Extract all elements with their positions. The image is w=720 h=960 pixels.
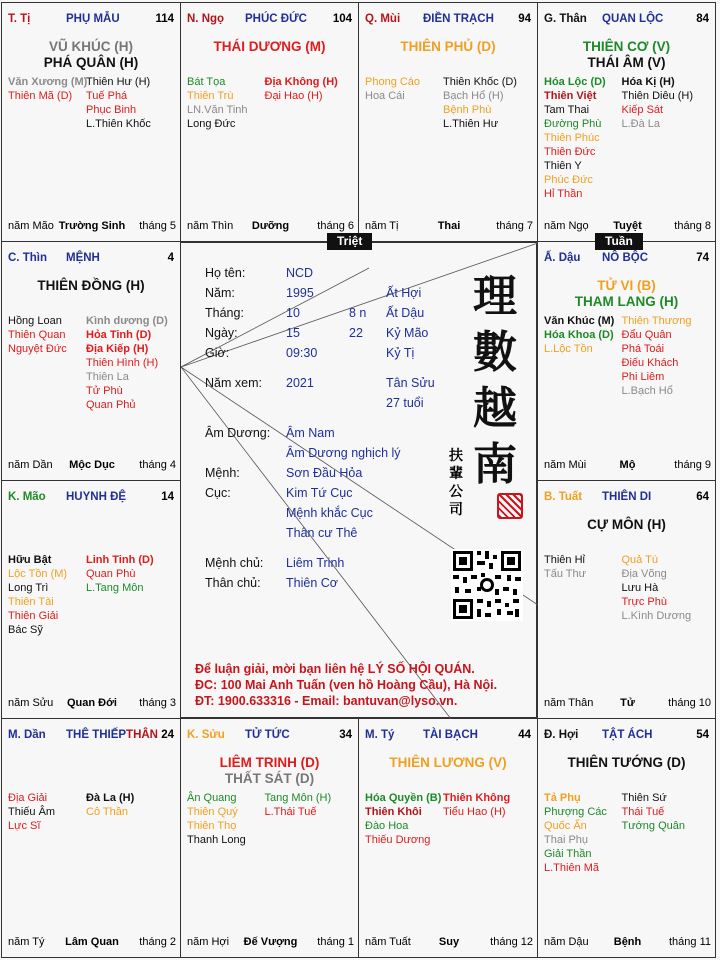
footer-stage: Tử — [620, 697, 635, 709]
minor-star: Hóa Kị (H) — [621, 76, 675, 88]
palace-header — [8, 729, 174, 743]
palace-number: 54 — [696, 729, 709, 741]
gio-value: 09:30 — [286, 346, 318, 360]
nam-can-chi: Ất Hợi — [386, 286, 422, 300]
palace-name: THÊ THIẾP — [66, 729, 127, 741]
footer-month: tháng 10 — [668, 697, 711, 709]
minor-star: Cô Thần — [86, 806, 128, 818]
menh-label: Mệnh: — [205, 466, 240, 480]
minor-star: Thiên Hư (H) — [86, 76, 151, 88]
minor-star: Thiếu Dương — [365, 834, 431, 846]
palace-branch: M. Tý — [365, 729, 395, 741]
palace-name: PHÚC ĐỨC — [245, 13, 307, 25]
major-star: THAM LANG (H) — [574, 294, 679, 309]
minor-star: Bát Tọa — [187, 76, 226, 88]
contact-line-3: ĐT: 1900.633316 - Email: bantuvan@lyso.vn. — [195, 694, 458, 708]
left-star-column — [365, 791, 441, 847]
menh-value: Sơn Đầu Hỏa — [286, 466, 363, 480]
minor-star: Thiên Quý — [187, 806, 238, 818]
palace-number: 34 — [339, 729, 352, 741]
footer-year: năm Thìn — [187, 220, 234, 232]
thang-extra: 8 n — [349, 306, 367, 320]
major-star: THÁI DƯƠNG (M) — [213, 39, 326, 54]
palace-footer — [365, 220, 533, 234]
minor-star: Hỏa Tinh (D) — [86, 329, 152, 341]
footer-stage: Mộ — [619, 459, 636, 471]
palace-name: NÔ BỘC — [602, 252, 648, 264]
minor-star: L.Thiên Khốc — [86, 118, 151, 130]
minor-star: Thai Phụ — [544, 834, 589, 846]
footer-year: năm Tý — [8, 936, 45, 948]
palace-number: 4 — [167, 252, 174, 264]
palace-footer — [544, 697, 711, 711]
ngay-extra: 22 — [349, 326, 363, 340]
major-star: THIÊN ĐỒNG (H) — [37, 278, 145, 293]
palace-name: HUYNH ĐỆ — [66, 491, 127, 503]
left-star-column — [187, 75, 248, 131]
left-star-column — [544, 314, 614, 356]
minor-star: Hoa Cái — [365, 90, 405, 102]
contact-line-1: Để luận giải, mời bạn liên hệ LÝ SỐ HỘI QUÁN. — [195, 662, 475, 676]
cuc-value: Kim Tứ Cục — [286, 486, 353, 500]
nam-value: 1995 — [286, 286, 314, 300]
minor-star: Thiên Thọ — [187, 820, 237, 832]
minor-star: Thiên Khôi — [365, 806, 422, 818]
palace-branch: K. Mão — [8, 491, 46, 503]
minor-star: Thiên Y — [544, 160, 582, 172]
footer-year: năm Tị — [365, 220, 399, 232]
palace-header — [544, 729, 709, 743]
minor-star: Đường Phù — [544, 118, 602, 130]
minor-star: Văn Khúc (M) — [544, 315, 615, 327]
minor-star: LN.Văn Tinh — [187, 104, 248, 116]
major-star: THÁI ÂM (V) — [587, 55, 666, 70]
calligraphy-small-column — [449, 447, 463, 519]
minor-star: L.Thái Tuế — [264, 806, 317, 818]
minor-star: Thiên Quan — [8, 329, 66, 341]
footer-year: năm Mão — [8, 220, 54, 232]
footer-month: tháng 8 — [674, 220, 711, 232]
minor-star: Bạch Hổ (H) — [443, 90, 504, 102]
calligraphy-char-2: 數 — [473, 327, 517, 378]
right-star-column — [443, 75, 517, 131]
palace-name: TỬ TỨC — [245, 729, 290, 741]
footer-stage: Tuyệt — [613, 220, 642, 232]
minor-star: Kiếp Sát — [621, 104, 664, 116]
than-chu-label: Thân chủ: — [205, 576, 261, 590]
minor-star: Quan Phù — [86, 568, 136, 580]
footer-month: tháng 1 — [317, 936, 354, 948]
horoscope-chart — [1, 2, 716, 958]
nam-xem-label: Năm xem: — [205, 376, 262, 390]
palace-footer — [187, 936, 354, 950]
palace-number: 74 — [696, 252, 709, 264]
nam-xem-value: 2021 — [286, 376, 314, 390]
tuan-badge: Tuần — [595, 233, 643, 250]
gio-label: Giờ: — [205, 346, 230, 360]
minor-star: Địa Không (H) — [264, 76, 338, 88]
cuc-label: Cục: — [205, 486, 231, 500]
palace-branch: N. Ngọ — [187, 13, 225, 25]
red-seal — [497, 493, 523, 519]
footer-month: tháng 2 — [139, 936, 176, 948]
minor-star: Tuế Phá — [86, 90, 128, 102]
ngay-can-chi: Kỷ Mão — [386, 326, 429, 340]
minor-star: Đẩu Quân — [621, 329, 672, 341]
footer-year: năm Hợi — [187, 936, 230, 948]
minor-star: Thanh Long — [187, 834, 246, 846]
thang-label: Tháng: — [205, 306, 244, 320]
left-star-column — [8, 314, 67, 356]
palace-footer — [8, 936, 176, 950]
major-star: THIÊN PHỦ (D) — [400, 39, 496, 54]
major-star: CỰ MÔN (H) — [587, 517, 666, 532]
right-star-column — [265, 791, 332, 819]
minor-star: Đào Hoa — [365, 820, 409, 832]
am-duong-value: Âm Nam — [286, 426, 335, 440]
minor-star: Ân Quang — [187, 792, 237, 804]
palace-header — [8, 252, 174, 266]
minor-star: Lưu Hà — [621, 582, 659, 594]
palace-header — [187, 13, 352, 27]
minor-star: Thiên Mã (D) — [8, 90, 73, 102]
nam-label: Năm: — [205, 286, 235, 300]
center-info-panel — [180, 242, 537, 718]
minor-star: Thiên Khốc (D) — [443, 76, 517, 88]
right-star-column — [622, 553, 692, 623]
minor-star: Tả Phụ — [544, 792, 581, 804]
calligraphy-small-2: 輩 — [449, 466, 463, 482]
minor-star: Thiên Sứ — [621, 792, 667, 804]
palace-number: 44 — [518, 729, 531, 741]
footer-year: năm Thân — [544, 697, 594, 709]
calligraphy-small-4: 司 — [449, 502, 463, 518]
minor-star: Phục Binh — [86, 104, 137, 116]
major-star: TỬ VI (B) — [597, 278, 656, 293]
minor-star: Đại Hao (H) — [264, 90, 323, 102]
footer-year: năm Ngọ — [544, 220, 589, 232]
minor-star: Thiên Đức — [544, 146, 596, 158]
minor-star: Thiên Việt — [544, 90, 597, 102]
palace-branch: M. Dần — [8, 729, 46, 741]
contact-line-2: ĐC: 100 Mai Anh Tuấn (ven hồ Hoàng Cầu), Hà Nội. — [195, 678, 498, 692]
right-star-column — [622, 791, 686, 833]
left-star-column — [544, 791, 607, 875]
palace-header — [544, 252, 709, 266]
ngay-label: Ngày: — [205, 326, 238, 340]
palace-header — [8, 491, 174, 505]
footer-stage: Đế Vượng — [243, 936, 298, 948]
footer-month: tháng 6 — [317, 220, 354, 232]
left-star-column — [8, 791, 55, 833]
minor-star: Hữu Bật — [8, 554, 52, 566]
left-star-column — [544, 553, 586, 581]
minor-star: Thiên Trù — [187, 90, 234, 102]
minor-star: Phi Liêm — [621, 371, 665, 383]
minor-star: Nguyệt Đức — [8, 343, 67, 355]
palace-cell-ngo — [180, 2, 359, 242]
palace-footer — [8, 220, 176, 234]
palace-cell-ty — [1, 2, 181, 242]
right-star-column — [265, 75, 338, 103]
palace-branch: Đ. Hợi — [544, 729, 579, 741]
right-star-column — [443, 791, 510, 819]
palace-header — [544, 13, 709, 27]
footer-month: tháng 9 — [674, 459, 711, 471]
footer-stage: Mộc Dục — [69, 459, 115, 471]
palace-cell-mao — [1, 480, 181, 719]
left-star-column — [8, 75, 87, 103]
footer-year: năm Dậu — [544, 936, 589, 948]
minor-star: Văn Xương (M) — [8, 76, 88, 88]
minor-star: Hóa Khoa (D) — [544, 329, 614, 341]
minor-star: Quan Phủ — [86, 399, 136, 411]
minor-star: L.Lộc Tồn — [544, 343, 593, 355]
footer-stage: Lâm Quan — [65, 936, 119, 948]
palace-number: 64 — [696, 491, 709, 503]
footer-stage: Suy — [438, 936, 460, 948]
palace-cell-dan — [1, 718, 181, 958]
minor-star: Thiên La — [86, 371, 129, 383]
minor-star: Phượng Các — [544, 806, 607, 818]
footer-year: năm Mùi — [544, 459, 587, 471]
minor-star: Thiên Không — [443, 792, 511, 804]
palace-number: 114 — [155, 13, 174, 25]
palace-cell-than — [537, 2, 716, 242]
minor-star: Quả Tú — [621, 554, 658, 566]
minor-star: Địa Giải — [8, 792, 48, 804]
footer-month: tháng 11 — [668, 936, 711, 948]
major-star: THIÊN LƯƠNG (V) — [389, 755, 507, 770]
minor-star: Bác Sỹ — [8, 624, 43, 636]
minor-star: Điếu Khách — [621, 357, 679, 369]
major-star: LIÊM TRINH (D) — [219, 755, 320, 770]
minor-star: Thiên Tài — [8, 596, 54, 608]
than-cu: Thân cư Thê — [286, 526, 358, 540]
major-star: THIÊN TƯỚNG (D) — [567, 755, 686, 770]
minor-star: Quốc Ấn — [544, 820, 587, 832]
minor-star: Long Trì — [8, 582, 49, 594]
palace-cell-dau — [537, 241, 716, 481]
palace-branch: Q. Mùi — [365, 13, 401, 25]
minor-star: L.Đà La — [621, 118, 661, 130]
minor-star: L.Tang Môn — [86, 582, 144, 594]
palace-name: THIÊN DI — [602, 491, 652, 503]
minor-star: L.Kình Dương — [621, 610, 692, 622]
menh-chu-label: Mệnh chủ: — [205, 556, 264, 570]
palace-number: 104 — [332, 13, 352, 25]
minor-star: Thiên Hỉ — [544, 554, 585, 566]
qr-code — [451, 549, 523, 621]
palace-cell-ty2 — [358, 718, 538, 958]
gio-can-chi: Kỷ Tị — [386, 346, 415, 360]
minor-star: Thiên Diêu (H) — [621, 90, 694, 102]
menh-chu-value: Liêm Trinh — [286, 556, 345, 570]
ho-ten-value: NCD — [286, 266, 314, 280]
footer-month: tháng 5 — [139, 220, 176, 232]
nam-xem-can-chi: Tân Sửu — [386, 376, 435, 390]
minor-star: Trực Phù — [621, 596, 667, 608]
palace-branch: B. Tuất — [544, 491, 583, 503]
palace-name: TẬT ÁCH — [602, 729, 653, 741]
right-star-column — [86, 791, 134, 819]
palace-branch: T. Tị — [8, 13, 31, 25]
minor-star: Phong Cáo — [365, 76, 421, 88]
minor-star: Lực Sĩ — [8, 820, 41, 832]
minor-star: Phá Toái — [621, 343, 665, 355]
footer-month: tháng 7 — [496, 220, 533, 232]
palace-footer — [365, 936, 533, 950]
palace-branch: G. Thân — [544, 13, 587, 25]
palace-name: ĐIỀN TRẠCH — [423, 13, 494, 25]
palace-footer — [187, 220, 354, 234]
palace-footer — [8, 697, 176, 711]
palace-number: 84 — [696, 13, 709, 25]
footer-stage: Quan Đới — [67, 697, 117, 709]
palace-header — [365, 13, 531, 27]
palace-header — [187, 729, 352, 743]
palace-number: 94 — [518, 13, 531, 25]
cuc-note: Mệnh khắc Cục — [286, 506, 373, 520]
ho-ten-label: Họ tên: — [205, 266, 246, 280]
minor-star: Đà La (H) — [86, 792, 135, 804]
calligraphy-char-4: 南 — [473, 439, 517, 490]
palace-branch: Ấ. Dậu — [544, 252, 581, 264]
minor-star: Giải Thần — [544, 848, 592, 860]
palace-footer — [544, 220, 711, 234]
minor-star: Hồng Loan — [8, 315, 62, 327]
am-duong-note: Âm Dương nghịch lý — [286, 446, 401, 460]
am-duong-label: Âm Dương: — [205, 426, 271, 440]
palace-footer — [544, 459, 711, 473]
palace-cell-thin — [1, 241, 181, 481]
minor-star: Linh Tinh (D) — [86, 554, 154, 566]
left-star-column — [544, 75, 606, 201]
minor-star: Tử Phù — [86, 385, 123, 397]
minor-star: Tướng Quân — [621, 820, 685, 832]
palace-branch: C. Thìn — [8, 252, 47, 264]
minor-star: Thái Tuế — [621, 806, 665, 818]
palace-header — [544, 491, 709, 505]
palace-branch: K. Sửu — [187, 729, 225, 741]
thang-can-chi: Ất Dậu — [386, 306, 425, 320]
palace-footer — [544, 936, 711, 950]
minor-star: Tang Môn (H) — [264, 792, 332, 804]
calligraphy-char-3: 越 — [473, 383, 517, 434]
footer-year: năm Dần — [8, 459, 53, 471]
minor-star: Thiên Thương — [621, 315, 692, 327]
right-star-column — [86, 314, 168, 412]
calligraphy-small-3: 公 — [449, 484, 463, 500]
minor-star: L.Bạch Hổ — [621, 385, 673, 397]
footer-year: năm Sửu — [8, 697, 54, 709]
footer-stage: Thai — [437, 220, 461, 232]
minor-star: Kình dương (D) — [86, 315, 168, 327]
minor-star: Lộc Tồn (M) — [8, 568, 68, 580]
footer-month: tháng 4 — [139, 459, 176, 471]
calligraphy-char-1: 理 — [473, 271, 517, 322]
left-star-column — [8, 553, 67, 637]
palace-header — [8, 13, 174, 27]
major-star: THIÊN CƠ (V) — [582, 39, 671, 54]
palace-number: 24 — [161, 729, 174, 741]
footer-stage: Bệnh — [613, 936, 642, 948]
tuoi: 27 tuổi — [386, 396, 424, 410]
major-star: VŨ KHÚC (H) — [49, 39, 133, 54]
palace-cell-hoi — [537, 718, 716, 958]
footer-month: tháng 12 — [490, 936, 533, 948]
minor-star: Tam Thai — [544, 104, 590, 116]
minor-star: L.Thiên Hư — [443, 118, 499, 130]
minor-star: L.Thiên Mã — [544, 862, 600, 874]
minor-star: Địa Võng — [621, 568, 667, 580]
right-star-column — [86, 75, 151, 131]
thang-value: 10 — [286, 306, 300, 320]
palace-cell-suu — [180, 718, 359, 958]
right-star-column — [86, 553, 154, 595]
palace-footer — [8, 459, 176, 473]
footer-stage: Dưỡng — [251, 220, 290, 232]
minor-star: Bệnh Phù — [443, 104, 492, 116]
triet-badge: Triệt — [327, 233, 372, 250]
minor-star: Hóa Quyền (B) — [365, 792, 442, 804]
calligraphy-small-1: 扶 — [449, 448, 463, 464]
minor-star: Phúc Đức — [544, 174, 593, 186]
minor-star: Tấu Thư — [544, 568, 587, 580]
palace-cell-mui — [358, 2, 538, 242]
minor-star: Thiên Phúc — [544, 132, 600, 144]
right-star-column — [622, 75, 694, 131]
footer-month: tháng 3 — [139, 697, 176, 709]
minor-star: Thiếu Âm — [8, 806, 56, 818]
palace-name: TÀI BẠCH — [423, 729, 478, 741]
minor-star: Hóa Lộc (D) — [544, 76, 606, 88]
major-star: THẤT SÁT (D) — [224, 771, 315, 786]
left-star-column — [365, 75, 420, 103]
minor-star: Địa Kiếp (H) — [86, 343, 149, 355]
footer-year: năm Tuất — [365, 936, 411, 948]
palace-header — [365, 729, 531, 743]
than-chu-value: Thiên Cơ — [286, 576, 338, 590]
major-star: PHÁ QUÂN (H) — [43, 55, 139, 70]
palace-name: MỆNH — [66, 252, 100, 264]
than-marker: THÂN — [126, 729, 158, 741]
ngay-value: 15 — [286, 326, 300, 340]
right-star-column — [622, 314, 692, 398]
minor-star: Hỉ Thần — [544, 188, 583, 200]
left-star-column — [187, 791, 246, 847]
minor-star: Thiên Giải — [8, 610, 59, 622]
palace-name: PHỤ MẪU — [66, 13, 120, 25]
minor-star: Long Đức — [187, 118, 236, 130]
palace-name: QUAN LỘC — [602, 13, 664, 25]
footer-stage: Trường Sinh — [58, 220, 126, 232]
palace-cell-tuat — [537, 480, 716, 719]
minor-star: Tiểu Hao (H) — [443, 806, 506, 818]
palace-number: 14 — [161, 491, 174, 503]
minor-star: Thiên Hình (H) — [86, 357, 159, 369]
